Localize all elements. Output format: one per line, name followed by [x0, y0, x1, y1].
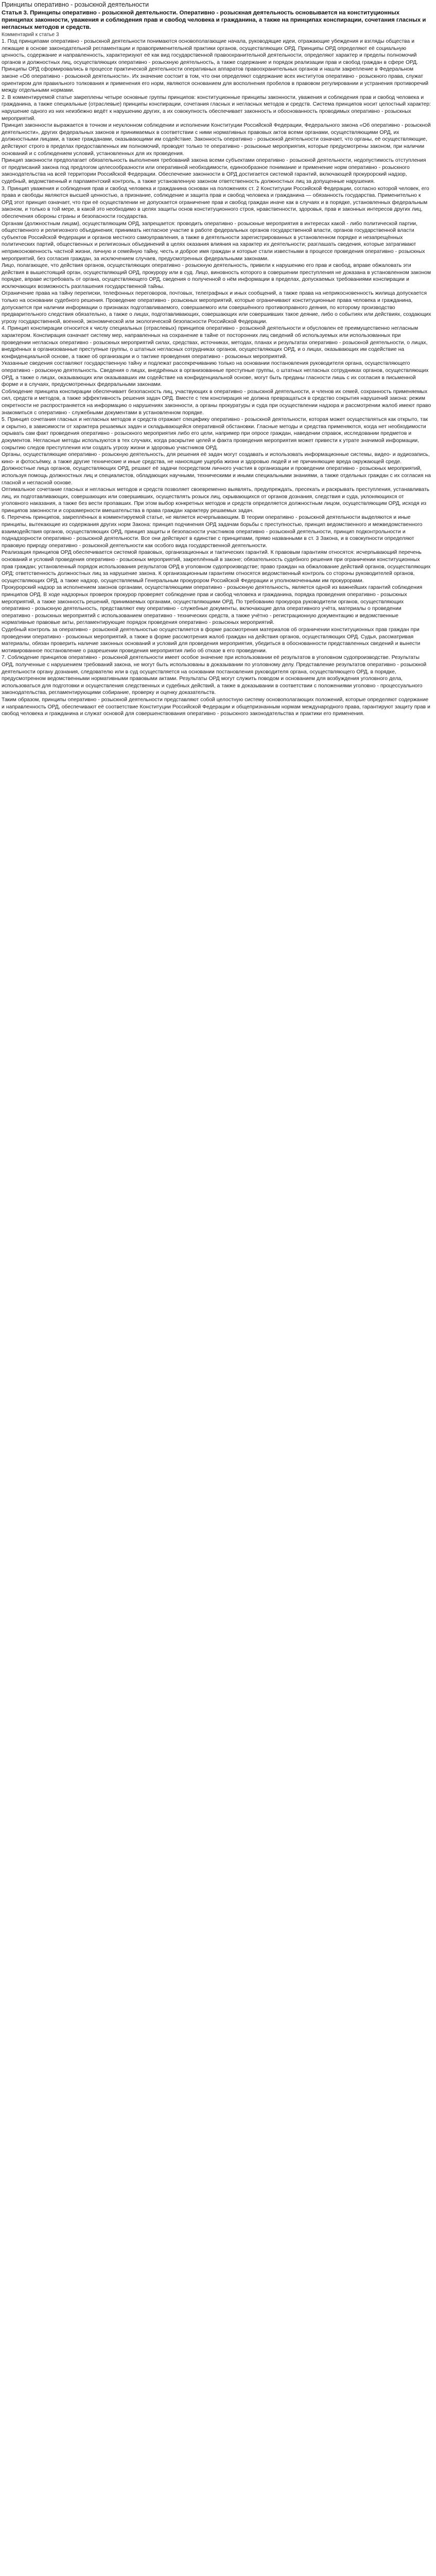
paragraph: 3. Принцип уважения и соблюдения прав и свобод человека и гражданина основан на положениях ст. 2 Конституции Российской Федерации, согласно которой человек, его права и свободы являются высшей ценностью, а признание, соблюдение и защита прав и свобод человека и гражданина — обязанность государства. Применительно к ОРД этот принцип означает, что при её осуществлении не допускается ограничение прав и свобод граждан иначе как в случаях и в порядке, установленных федеральным законом, и только в той мере, в какой это необходимо в целях защиты основ конституционного строя, нравственности, здоровья, прав и законных интересов других лиц, обеспечения обороны страны и безопасности государства.: [2, 185, 429, 219]
paragraph: Ограничение права на тайну переписки, телефонных переговоров, почтовых, телеграфных и иных сообщений, а также права на неприкосновенность жилища допускается только на основании судебного решения. Проведение оперативно - розыскных мероприятий, которые ограничивают конституционные права человека и гражданина, допускается при наличии информации о признаках подготавливаемого, совершаемого или совершённого противоправного деяния, по которому производство предварительного следствия обязательно, а также о лицах, подготавливающих, совершающих или совершивших такое деяние, либо о событиях или действиях, создающих угрозу государственной, военной, экономической или экологической безопасности Российской Федерации.: [2, 291, 431, 325]
paragraph: Реализация принципов ОРД обеспечивается системой правовых, организационных и тактических гарантий. К правовым гарантиям относятся: исчерпывающий перечень оснований и условий проведения оперативно - розыскных мероприятий, закреплённый в законе; обязательность судебного решения при ограничении конституционных прав граждан; установленный порядок использования результатов ОРД в уголовном судопроизводстве; право граждан на обжалование действий органов, осуществляющих ОРД; ответственность должностных лиц за нарушение закона. К организационным гарантиям относятся ведомственный контроль со стороны руководителей органов, осуществляющих ОРД, а также надзор, осуществляемый Генеральным прокурором Российской Федерации и уполномоченными им прокурорами.: [2, 550, 431, 584]
paragraph: 1. Под принципами оперативно - розыскной деятельности понимаются основополагающие начала, руководящие идеи, отражающие убеждения и взгляды общества и лежащие в основе законодательной регламентации и правоприменительной практики органов, осуществляющих ОРД. Принципы ОРД определяют её социальную ценность, содержание и направленность, характеризуют её как вид государственной правоохранительной деятельности, определяют характер и пределы полномочий органов и должностных лиц, осуществляющих оперативно - розыскную деятельность, а также содержание и порядок реализации прав и свобод граждан в сфере ОРД.: [2, 39, 418, 65]
article-body: [2, 38, 431, 718]
paragraph: Принцип законности предполагает обязательность выполнения требований закона всеми субъектами оперативно - розыскной деятельности, недопустимость отступления от предписаний закона под предлогом целесообразности или оперативной необходимости, единообразное понимание и применение норм оперативно - розыскного законодательства на всей территории Российской Федерации. Обеспечение законности в ОРД достигается системой гарантий, включающей прокурорский надзор, судебный, ведомственный и парламентский контроль, а также установленную законом ответственность должностных лиц за допущенные нарушения.: [2, 158, 426, 184]
paragraph: Судебный контроль за оперативно - розыскной деятельностью осуществляется в форме рассмотрения материалов об ограничении конституционных прав граждан при проведении оперативно - розыскных мероприятий, а также в форме рассмотрения жалоб граждан на действия органов, осуществляющих ОРД. Судья, рассматривая материалы, обязан проверить наличие законных оснований и условий для проведения мероприятия, убедиться в обоснованности представленных сведений и вынести мотивированное постановление о разрешении проведения мероприятия либо об отказе в его проведении.: [2, 626, 421, 654]
paragraph: Прокурорский надзор за исполнением законов органами, осуществляющими оперативно - розыскную деятельность, является одной из важнейших гарантий соблюдения принципов ОРД. В ходе надзорных проверок прокурор проверяет соблюдение прав и свобод человека и гражданина, порядка проведения оперативно - розыскных мероприятий, а также законность решений, принимаемых органами, осуществляющими ОРД. По требованию прокурора руководители органов, осуществляющих оперативно - розыскную деятельность, представляют ему оперативно - служебные документы, включающие дела оперативного учёта, материалы о проведении оперативно - розыскных мероприятий с использованием оперативно - технических средств, а также учётно - регистрационную документацию и ведомственные нормативные правовые акты, регламентирующие порядок проведения оперативно - розыскных мероприятий.: [2, 585, 423, 626]
page-title: Принципы оперативно - розыскной деятельности: [2, 1, 149, 8]
paragraph: Указанные сведения составляют государственную тайну и подлежат рассекречиванию только на основании постановления руководителя органа, осуществляющего оперативно - розыскную деятельность. Сведения о лицах, внедрённых в организованные преступные группы, о штатных негласных сотрудниках органов, осуществляющих ОРД, а также о лицах, оказывающих или оказывавших им содействие на конфиденциальной основе, могут быть преданы гласности лишь с их согласия в письменной форме и в случаях, предусмотренных федеральными законами.: [2, 361, 429, 388]
paragraph: Органам (должностным лицам), осуществляющим ОРД, запрещается: проводить оперативно - розыскные мероприятия в интересах какой - либо политической партии, общественного и религиозного объединения; принимать негласное участие в работе федеральных органов государственной власти, органов государственной власти субъектов Российской Федерации и органов местного самоуправления, а также в деятельности зарегистрированных в установленном порядке и незапрещённых политических партий, общественных и религиозных объединений в целях оказания влияния на характер их деятельности; разглашать сведения, которые затрагивают неприкосновенность частной жизни, личную и семейную тайну, честь и доброе имя граждан и которые стали известными в процессе проведения оперативно - розыскных мероприятий, без согласия граждан, за исключением случаев, предусмотренных федеральными законами.: [2, 221, 425, 262]
document-page: [0, 0, 433, 718]
paragraph: Таким образом, принципы оперативно - розыскной деятельности представляют собой целостную систему основополагающих положений, которые определяют содержание и направленность ОРД, обеспечивают её соответствие Конституции Российской Федерации и общепризнанным нормам международного права, гарантируют защиту прав и свобод человека и гражданина и служат основой для совершенствования оперативно - розыскного законодательства и практики его применения.: [2, 697, 430, 717]
paragraph: Лицо, полагающее, что действия органов, осуществляющих оперативно - розыскную деятельность, привели к нарушению его прав и свобод, вправе обжаловать эти действия в вышестоящий орган, осуществляющий ОРД, прокурору или в суд. Лицо, виновность которого в совершении преступления не доказана в установленном законом порядке, вправе истребовать от органа, осуществляющего ОРД, сведения о полученной о нём информации в пределах, допускаемых требованиями конспирации и исключающих возможность разглашения государственной тайны.: [2, 263, 431, 290]
paragraph: 2. В комментируемой статье закреплены четыре основные группы принципов: конституционные принципы законности, уважения и соблюдения прав и свобод человека и гражданина, а также специальные (отраслевые) принципы конспирации, сочетания гласных и негласных методов и средств. Система принципов носит целостный характер: нарушение одного из них неизбежно ведёт к нарушению других, а их совокупность обеспечивает законность и обоснованность проводимых оперативно - розыскных мероприятий.: [2, 94, 431, 122]
paragraph: 5. Принцип сочетания гласных и негласных методов и средств отражает специфику оперативно - розыскной деятельности, которая может осуществляться как открыто, так и скрытно, в зависимости от характера решаемых задач и складывающейся оперативной обстановки. Гласные методы и средства применяются, когда нет необходимости скрывать сам факт проведения оперативно - розыскного мероприятия либо его цели, например при опросе граждан, наведении справок, исследовании предметов и документов. Негласные методы используются в тех случаях, когда раскрытие целей и факта проведения мероприятия может привести к утрате значимой информации, сокрытию следов преступления или создать угрозу жизни и здоровью участников ОРД.: [2, 417, 428, 451]
article-heading: Статья 3. Принципы оперативно - розыскной деятельности. Оперативно - розыскная деятельность основывается на конституционных принципах законности, уважения и соблюдения прав и свобод человека и гражданина, а также на принципах конспирации, сочетания гласных и негласных методов и средств.: [2, 10, 426, 31]
paragraph: Соблюдение принципа конспирации обеспечивает безопасность лиц, участвующих в оперативно - розыскной деятельности, и членов их семей, сохранность применяемых сил, средств и методов, а также эффективность решения задач ОРД. Вместе с тем конспирация не должна превращаться в средство сокрытия нарушений закона: режим секретности не распространяется на информацию о нарушениях законности, а органы прокуратуры и суда при осуществлении надзора и рассмотрении жалоб имеют право знакомиться с оперативно - служебными документами в установленном порядке.: [2, 388, 431, 416]
paragraph: Оптимальное сочетание гласных и негласных методов и средств позволяет своевременно выявлять, предупреждать, пресекать и раскрывать преступления, устанавливать лиц, их подготавливающих, совершающих или совершивших, осуществлять розыск лиц, скрывающихся от органов дознания, следствия и суда, уклоняющихся от уголовного наказания, а также без вести пропавших. При этом выбор конкретных методов и средств определяется должностным лицом, осуществляющим ОРД, исходя из принципов законности и соразмерности вмешательства в права граждан характеру решаемых задач.: [2, 487, 430, 514]
paragraph: 6. Перечень принципов, закреплённых в комментируемой статье, не является исчерпывающим. В теории оперативно - розыскной деятельности выделяются и иные принципы, вытекающие из содержания других норм Закона: принцип подчинения ОРД задачам борьбы с преступностью, принцип ведомственного и межведомственного взаимодействия органов, осуществляющих ОРД, принцип защиты и безопасности участников оперативно - розыскной деятельности, принцип подконтрольности и поднадзорности оперативно - розыскной деятельности. Все они действуют в единстве с принципами, прямо названными в ст. 3 Закона, и в совокупности определяют правовую природу оперативно - розыскной деятельности как особого вида государственной деятельности.: [2, 515, 423, 549]
paragraph: Органы, осуществляющие оперативно - розыскную деятельность, для решения её задач могут создавать и использовать информационные системы, видео- и аудиозапись, кино- и фотосъёмку, а также другие технические и иные средства, не наносящие ущерба жизни и здоровью людей и не причиняющие вреда окружающей среде. Должностные лица органов, осуществляющих ОРД, решают её задачи посредством личного участия в организации и проведении оперативно - розыскных мероприятий, используя помощь должностных лиц и специалистов, обладающих научными, техническими и иными специальными знаниями, а также отдельных граждан с их согласия на гласной и негласной основе.: [2, 452, 431, 486]
paragraph: 7. Соблюдение принципов оперативно - розыскной деятельности имеет особое значение при использовании её результатов в уголовном судопроизводстве. Результаты ОРД, полученные с нарушением требований закона, не могут быть использованы в доказывании по уголовному делу. Представление результатов оперативно - розыскной деятельности органу дознания, следователю или в суд осуществляется на основании постановления руководителя органа, осуществляющего ОРД, в порядке, предусмотренном ведомственными нормативными правовыми актами. Результаты ОРД могут служить поводом и основанием для возбуждения уголовного дела, использоваться для подготовки и осуществления следственных и судебных действий, а также в доказывании в соответствии с положениями уголовно - процессуального законодательства, регламентирующими собирание, проверку и оценку доказательств.: [2, 655, 427, 696]
paragraph: Принцип законности выражается в точном и неуклонном соблюдении и исполнении Конституции Российской Федерации, Федерального закона «Об оперативно - розыскной деятельности», других федеральных законов и принимаемых в соответствии с ними нормативных правовых актов всеми органами, осуществляющими ОРД, их должностными лицами, а также гражданами, оказывающими им содействие. Законность оперативно - розыскной деятельности означает, что органы, её осуществляющие, действуют строго в пределах предоставленных им полномочий, проводят только те оперативно - розыскные мероприятия, которые предусмотрены законом, при наличии оснований и с соблюдением условий, установленных для их проведения.: [2, 123, 431, 157]
paragraph: Принципы ОРД сформировались в процессе практической деятельности оперативных аппаратов правоохранительных органов и нашли закрепление в Федеральном законе «Об оперативно - розыскной деятельности». Их значение состоит в том, что они определяют содержание всех институтов оперативно - розыскного права, служат ориентиром для правильного толкования и применения его норм, являются основанием для восполнения пробелов в правовом регулировании и устранения противоречий между отдельными нормами.: [2, 66, 429, 94]
paragraph: 4. Принцип конспирации относится к числу специальных (отраслевых) принципов оперативно - розыскной деятельности и обусловлен её преимущественно негласным характером. Конспирация означает систему мер, направленных на сохранение в тайне от посторонних лиц сведений об используемых или использованных при проведении негласных оперативно - розыскных мероприятий силах, средствах, источниках, методах, планах и результатах оперативно - розыскной деятельности, о лицах, внедрённых в организованные преступные группы, о штатных негласных сотрудниках органов, осуществляющих ОРД, и о лицах, оказывающих им содействие на конфиденциальной основе, а также об организации и о тактике проведения оперативно - розыскных мероприятий.: [2, 326, 428, 360]
commentary-label: Комментарий к статье 3: [2, 31, 59, 38]
